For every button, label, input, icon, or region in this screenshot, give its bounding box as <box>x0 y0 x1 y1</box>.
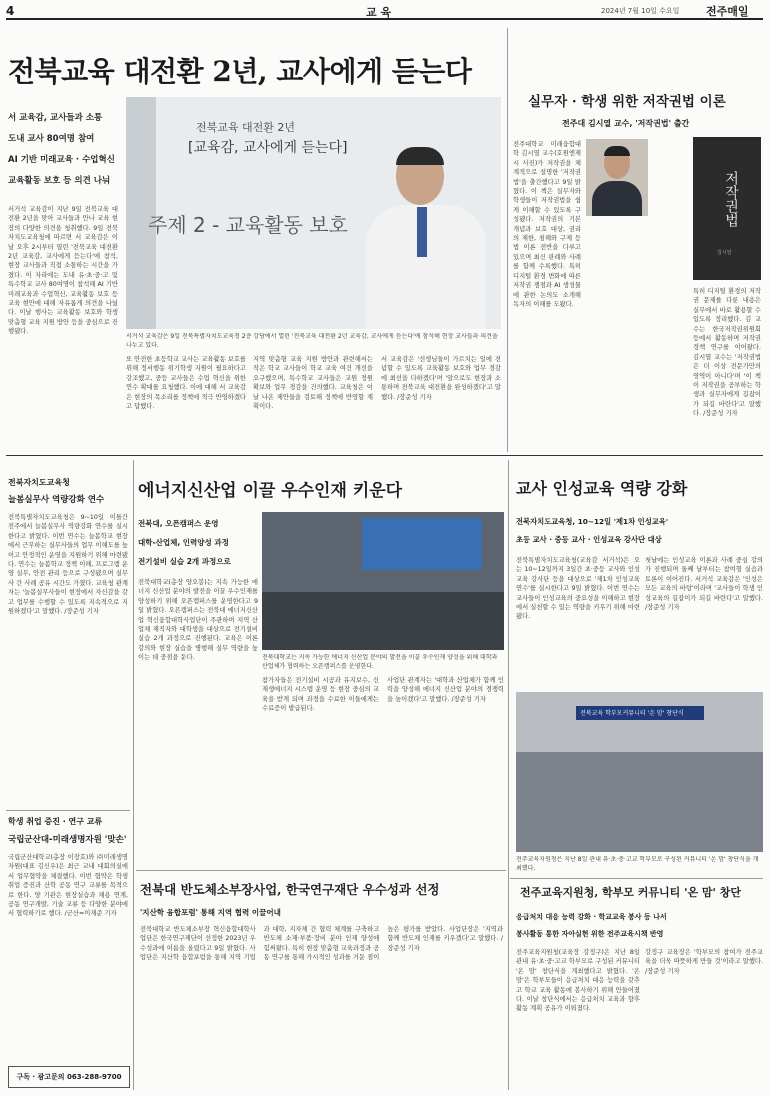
character-headline: 교사 인성교육 역량 강화 <box>516 479 688 498</box>
lead-sub-1: 서 교육감, 교사들과 소통 <box>8 113 103 123</box>
energy-sub-2: 대학-산업체, 인력양성 과정 <box>138 538 229 547</box>
energy-sub-3: 전기설비 실습 2개 과정으로 <box>138 557 231 566</box>
lead-photo <box>126 97 501 329</box>
book-author: 김시열 <box>717 250 732 256</box>
book-title: 저작권법 <box>723 171 739 227</box>
energy-headline: 에너지신산업 이끌 우수인재 키운다 <box>138 481 403 501</box>
divider-v-mid <box>508 460 509 1090</box>
semicon-headline: 전북대 반도체소부장사업, 한국연구재단 우수성과 선정 <box>140 882 440 897</box>
divider-h-mid <box>136 870 506 871</box>
copyright-body-bottom: 특히 디지털 환경의 저작권 문제를 다룬 내용은 실무에서 바로 활용할 수 있도록 정리했다. 김 교수는 한국저작권위원회 등에서 활동하며 저작권 정책 연구를 이어왔다. 김시열 교수는 '저작권법은 더 이상 전문가만의 영역이 아니다'며 '이 책이 저작권을 공부하는 학생과 실무자에게 길잡이가 되길 바란다'고 말했다. /장준성 기자 <box>693 288 761 418</box>
copyright-subhead: 전주대 김시열 교수, '저작권법' 출간 <box>562 119 690 128</box>
character-banner-text: 전북교육 학부모커뮤니티 '온 맘' 창단식 <box>580 710 684 717</box>
character-group <box>516 752 763 852</box>
lead-subheads <box>8 108 118 192</box>
parents-sub-2: 봉사활동 통한 자아실현 위한 전주교육시책 반영 <box>516 930 664 938</box>
divider-left-1 <box>6 810 130 811</box>
slide-title-2: [교육감, 교사에게 듣는다] <box>188 140 348 156</box>
paper-name: 전주매일 <box>706 5 749 18</box>
lead-sub-3: AI 기반 미래교육 · 수업혁신 <box>8 155 115 165</box>
lead-headline: 전북교육 대전환 2년, 교사에게 듣는다 <box>8 55 472 88</box>
parents-sub-1: 응급처치 대응 능력 강화 · 학교교육 봉사 등 나서 <box>516 913 667 921</box>
character-caption: 전주교육지원청은 지난 8일 관내 유·초·중·고교 학부모로 구성된 커뮤니티 '온 맘' 창단식을 개최했다. <box>516 856 759 872</box>
slide-title-1: 전북교육 대전환 2년 <box>196 121 295 134</box>
page-number: 4 <box>6 4 15 18</box>
left-body-2: 국립군산대학교(총장 이장호)와 ㈜미래생명자원(대표 김신우)은 최근 교내 대회의실에서 업무협약을 체결했다. 이번 협약은 학생 취업 증진과 산학 공동 연구 교류를 목적으로 한다. 양 기관은 현장실습과 채용 연계, 공동 연구개발, 기술 교류 등 다양한 분야에서 협력하기로 했다. /군산=이재준 기자 <box>8 854 128 918</box>
energy-caption: 전북대학교는 지속 가능한 에너지 신산업 분야의 발전을 이끌 우수인재 양성을 위해 대학과 산업체가 협력하는 오픈캠퍼스를 운영한다. <box>262 654 498 670</box>
character-body: 전북특별자치도교육청(교육감 서거석)은 오는 10~12일까지 3일간 초·중등 교사와 인성교육 강사단 등을 대상으로 '제1차 인성교육 연수'를 실시한다고 9일 밝혔다. 이번 연수는 교사들이 인성교육의 중요성을 이해하고 현장에서 실천할 수 있는 역량을 키우기 위해 마련됐다. <box>516 557 640 621</box>
copyright-body-top: 전주대학교 미래융합대학 김시열 교수(호원엔제시 사진)가 저작권을 체계적으로 설명한 '저작권법'을 출간했다고 9일 밝혔다. 이 책은 실무자와 학생들이 저작권법을 쉽게 이해할 수 있도록 구성됐다. 저작권의 기본 개념과 보호 대상, 권리의 제한, 침해와 구제 등 법 이론 전반을 다루고 있으며 최신 판례와 사례를 함께 수록했다. 특히 디지털 환경 변화에 따른 저작권 쟁점과 AI 생성물에 관한 논의도 소개해 독자의 이해를 도왔다. <box>513 141 581 308</box>
left-org-label-2: 학생 취업 증진 · 연구 교류 <box>8 817 103 826</box>
energy-photo <box>262 512 504 650</box>
copyright-headline: 실무자 · 학생 위한 저작권법 이론 <box>528 94 726 110</box>
lead-sub-2: 도내 교사 80여명 참여 <box>8 134 95 144</box>
divider-v-left <box>133 460 134 1090</box>
character-body-2: 첫날에는 인성교육 이론과 사례 중심 강의가 진행되며 둘째 날부터는 참여형 실습과 토론이 이어진다. 서거석 교육감은 '인성은 모든 교육의 바탕'이라며 '교사들이 학생 인성교육의 길잡이가 되길 바란다'고 말했다. /장준성 기자 <box>645 557 763 612</box>
subscription-ad: 구독 · 광고문의 063-288-9700 <box>8 1066 130 1088</box>
parents-headline: 전주교육지원청, 학부모 커뮤니티 '온 맘' 창단 <box>520 886 741 899</box>
energy-screen <box>362 518 482 570</box>
character-sub-1: 전북자치도교육청, 10~12일 '제1차 인성교육' <box>516 517 669 526</box>
semicon-subhead: '지산학 융합포럼' 통해 지역 협력 이끌어내 <box>140 908 281 917</box>
book-cover <box>693 137 761 280</box>
energy-body-col-1: 참가자들은 전기설비 시공과 유지보수, 신재생에너지 시스템 운영 등 현장 중심의 교육을 받게 되며 과정을 수료한 이들에게는 수료증이 발급된다. <box>262 677 379 713</box>
lead-body-col-1: 또 안전한 초등학교 교사는 교육활동 보호를 위해 정서행동 위기학생 지원이 필요하다고 강조했고, 중등 교사들은 수업 혁신을 위한 연수 확대를 요청했다. 이에 대해 서 교육감은 현장의 목소리를 정책에 적극 반영하겠다고 답했다. <box>126 356 246 411</box>
energy-subheads <box>138 514 258 571</box>
energy-body: 전북대학교(총장 양오봉)는 지속 가능한 에너지 신산업 분야의 발전을 이끌 우수인재를 양성하기 위해 오픈캠퍼스를 운영한다고 9일 밝혔다. 오픈캠퍼스는 전북대 에너지신산업 혁신융합대학사업단이 주관하며 지역 산업체 재직자와 대학생을 대상으로 전기설비 실습 2개 과정으로 진행된다. 교육은 이론 강의와 현장 실습을 병행해 실무 역량을 높이는 데 중점을 둔다. <box>138 579 258 662</box>
lead-body-col-2: 지역 맞춤형 교육 지원 방안과 관련해서는 작은 학교 교사들이 학교 교육 여건 개선을 요구했으며, 특수학교 교사들은 교원 정원 확보와 업무 경감을 건의했다. 교육청은 이날 나온 제안들을 검토해 정책에 반영할 계획이다. <box>253 356 373 411</box>
author-suit <box>592 181 642 216</box>
speaker-tie <box>417 207 427 257</box>
page-header <box>6 4 763 20</box>
energy-audience <box>262 592 504 650</box>
left-headline: 늘봄실무사 역량강화 연수 <box>8 495 105 505</box>
left-headline-2: 국립군산대-미래생명자원 '맞손' <box>8 835 127 845</box>
left-org-label: 전북자치도교육청 <box>8 478 70 487</box>
divider-h-1 <box>6 455 763 456</box>
lead-caption: 서거석 교육감은 9일 전북특별자치도교육청 2층 강당에서 열린 '전북교육 대전환 2년 교육감, 교사에게 듣는다'에 참석해 현장 교사들과 의견을 나누고 있다. <box>126 333 498 349</box>
lead-body-col-3: 서 교육감은 '선생님들이 가르치는 일에 전념할 수 있도록 교육활동 보호와 업무 경감에 최선을 다하겠다'며 '앞으로도 현장과 소통하며 전북교육 대전환을 완성하겠다'고 말했다. /장준성 기자 <box>381 356 501 401</box>
divider-h-right <box>510 878 763 879</box>
left-body: 전북특별자치도교육청은 9~10일 이틀간 전주에서 늘봄실무사 역량강화 연수를 실시한다고 밝혔다. 이번 연수는 늘봄학교 현장에서 근무하는 실무사들의 업무 이해도를 높이고 안정적인 운영을 지원하기 위해 마련됐다. 연수는 늘봄학교 정책 이해, 프로그램 운영 실무, 안전 관리 등으로 구성됐으며 실무사 간 사례 공유 시간도 가졌다. 교육청 관계자는 '늘봄실무사들이 현장에서 자신감을 갖고 업무를 수행할 수 있도록 지속적으로 지원하겠다'고 말했다. /장준성 기자 <box>8 514 128 616</box>
lead-body-left: 서거석 교육감이 지난 9일 전북교육 대전환 2년을 맞아 교사들과 만나 교육 현장의 다양한 의견을 청취했다. 9일 전북자치도교육청에 따르면 서 교육감은 이날 오후 2시부터 열린 '전북교육 대전환 2년 교육감, 교사에게 듣는다'에 참석, 현장 교사들과 직접 소통하는 시간을 가졌다. 이 자리에는 도내 유·초·중·고 및 특수학교 교사 80여명이 참석해 AI 기반 미래교육과 수업혁신, 교육활동 보호 등 교육 현안에 대해 자유롭게 의견을 나눴다. 이날 행사는 교육활동 보호와 학생 맞춤형 교육 지원 방안 등을 중심으로 진행됐다. <box>8 206 118 336</box>
section-name: 교 육 <box>366 6 392 19</box>
author-photo <box>586 139 648 216</box>
character-sub-2: 초등 교사 · 중등 교사 · 인성교육 강사단 대상 <box>516 535 662 544</box>
issue-date: 2024년 7월 10일 수요일 <box>601 7 680 15</box>
lead-sub-4: 교육활동 보호 등 의견 나눠 <box>8 176 111 186</box>
author-hair <box>604 146 630 156</box>
character-photo <box>516 692 763 852</box>
slide-topic: 주제 2 - 교육활동 보호 <box>148 213 348 237</box>
parents-body-2: 강정구 교육장은 '학부모의 참여가 전주교육을 더욱 따뜻하게 만들 것'이라고 말했다. /장준성 기자 <box>645 949 763 975</box>
semicon-body: 전북대학교 반도체소부장 혁신융합대학사업단은 한국연구재단이 선정한 2023년 우수성과에 이름을 올렸다고 9일 밝혔다. 사업단은 지산학 융합포럼을 통해 지역 기업과 대학, 지자체 간 협력 체계를 구축하고 반도체 소재·부품·장비 분야 인재 양성에 힘써왔다. 특히 현장 맞춤형 교육과정과 공동 연구를 통해 가시적인 성과를 거둔 점이 높은 평가를 받았다. 사업단장은 '지역과 함께 반도체 인재를 키우겠다'고 말했다. /장준성 기자 <box>140 926 503 962</box>
energy-body-col-2: 사업단 관계자는 '대학과 산업체가 함께 인력을 양성해 에너지 신산업 분야의 경쟁력을 높이겠다'고 말했다. /장준성 기자 <box>387 677 504 703</box>
energy-sub-1: 전북대, 오픈캠퍼스 운영 <box>138 519 219 528</box>
divider-v-top <box>507 28 508 452</box>
parents-body: 전주교육지원청(교육장 강정구)은 지난 8일 관내 유·초·중·고교 학부모로 구성된 커뮤니티 '온 맘' 창단식을 개최했다고 밝혔다. '온 맘'은 학부모들이 응급처치 대응 능력을 갖추고 학교 교육 활동에 봉사하기 위해 만들어졌다. 이날 창단식에서는 응급처치 교육과 향후 활동 계획 공유가 이뤄졌다. <box>516 949 640 1013</box>
speaker-figure <box>351 147 501 329</box>
speaker-hair <box>396 147 444 165</box>
character-banner <box>576 706 704 720</box>
